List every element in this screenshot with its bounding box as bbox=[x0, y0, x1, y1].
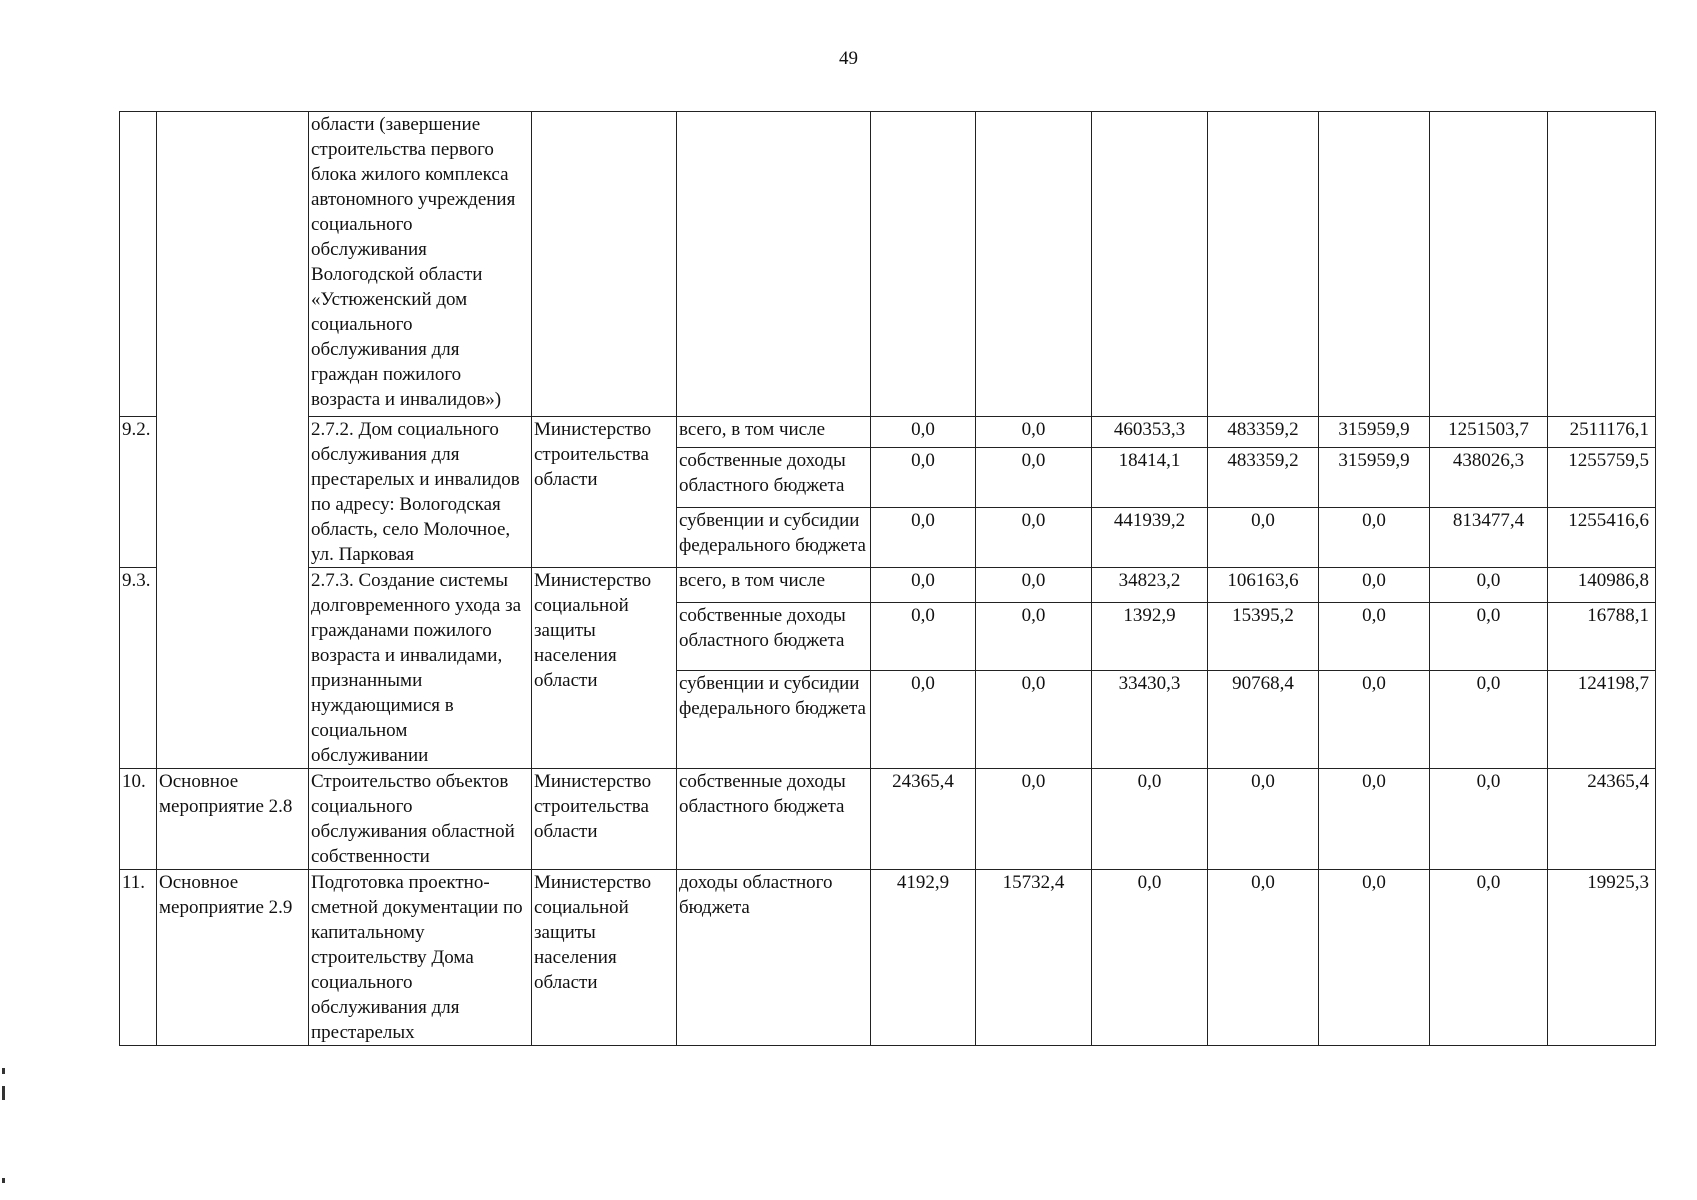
value-cell: 0,0 bbox=[976, 769, 1092, 870]
total-cell: 2511176,1 bbox=[1548, 417, 1656, 448]
budget-table bbox=[119, 111, 1656, 1046]
value-cell: 90768,4 bbox=[1208, 671, 1319, 769]
executor-cell: Министерство строительства области bbox=[532, 769, 677, 870]
activity-name-cell: Строительство объектов социального обслуживания областной собственности bbox=[309, 769, 532, 870]
scan-mark bbox=[2, 1068, 5, 1074]
activity-name-cell: 2.7.3. Создание системы долговременного ухода за гражданами пожилого возраста и инвалидами, признанными нуждающимися в социальном обслуживании bbox=[309, 568, 532, 769]
total-cell: 16788,1 bbox=[1548, 602, 1656, 670]
total-cell: 24365,4 bbox=[1548, 769, 1656, 870]
total-cell: 124198,7 bbox=[1548, 671, 1656, 769]
scan-mark bbox=[2, 1086, 5, 1100]
total-cell: 140986,8 bbox=[1548, 568, 1656, 603]
value-cell bbox=[1319, 112, 1430, 417]
funding-source-cell: доходы областного бюджета bbox=[677, 870, 871, 1046]
value-cell: 0,0 bbox=[1319, 568, 1430, 603]
value-cell: 18414,1 bbox=[1092, 447, 1208, 507]
category-cell: Основное мероприятие 2.8 bbox=[157, 769, 309, 870]
funding-source-cell bbox=[677, 112, 871, 417]
value-cell: 33430,3 bbox=[1092, 671, 1208, 769]
table-row bbox=[120, 112, 1656, 417]
row-number-cell: 9.3. bbox=[120, 568, 157, 769]
value-cell: 106163,6 bbox=[1208, 568, 1319, 603]
value-cell bbox=[976, 112, 1092, 417]
funding-source-cell: всего, в том числе bbox=[677, 568, 871, 603]
table-row bbox=[120, 417, 1656, 448]
activity-name-cell: области (завершение строительства первого блока жилого комплекса автономного учреждения социального обслуживания Вологодской области «Устюженский дом социального обслуживания для граждан пожилого возраста и инвалидов») bbox=[309, 112, 532, 417]
executor-cell bbox=[532, 112, 677, 417]
value-cell: 34823,2 bbox=[1092, 568, 1208, 603]
value-cell: 0,0 bbox=[871, 568, 976, 603]
table-row bbox=[120, 769, 1656, 870]
table-row bbox=[120, 870, 1656, 1046]
value-cell: 24365,4 bbox=[871, 769, 976, 870]
executor-cell: Министерство социальной защиты населения области bbox=[532, 568, 677, 769]
value-cell: 0,0 bbox=[1208, 507, 1319, 567]
row-number-cell: 11. bbox=[120, 870, 157, 1046]
value-cell: 0,0 bbox=[1319, 671, 1430, 769]
category-cell: Основное мероприятие 2.9 bbox=[157, 870, 309, 1046]
value-cell: 1251503,7 bbox=[1430, 417, 1548, 448]
funding-source-cell: собственные доходы областного бюджета bbox=[677, 602, 871, 670]
value-cell: 0,0 bbox=[871, 507, 976, 567]
value-cell: 0,0 bbox=[1430, 769, 1548, 870]
value-cell: 15395,2 bbox=[1208, 602, 1319, 670]
value-cell: 4192,9 bbox=[871, 870, 976, 1046]
value-cell: 483359,2 bbox=[1208, 417, 1319, 448]
value-cell bbox=[871, 112, 976, 417]
value-cell: 0,0 bbox=[1092, 870, 1208, 1046]
total-cell bbox=[1548, 112, 1656, 417]
funding-source-cell: субвенции и субсидии федерального бюджета bbox=[677, 507, 871, 567]
value-cell: 15732,4 bbox=[976, 870, 1092, 1046]
value-cell: 315959,9 bbox=[1319, 447, 1430, 507]
scan-mark bbox=[2, 1178, 5, 1183]
total-cell: 19925,3 bbox=[1548, 870, 1656, 1046]
funding-source-cell: субвенции и субсидии федерального бюджета bbox=[677, 671, 871, 769]
value-cell bbox=[1208, 112, 1319, 417]
value-cell: 0,0 bbox=[871, 447, 976, 507]
total-cell: 1255416,6 bbox=[1548, 507, 1656, 567]
value-cell: 0,0 bbox=[1208, 769, 1319, 870]
value-cell: 0,0 bbox=[1319, 507, 1430, 567]
value-cell: 0,0 bbox=[976, 507, 1092, 567]
value-cell: 0,0 bbox=[1430, 602, 1548, 670]
value-cell: 441939,2 bbox=[1092, 507, 1208, 567]
value-cell: 0,0 bbox=[871, 417, 976, 448]
value-cell: 0,0 bbox=[1208, 870, 1319, 1046]
funding-source-cell: собственные доходы областного бюджета bbox=[677, 447, 871, 507]
value-cell: 0,0 bbox=[1319, 602, 1430, 670]
value-cell: 315959,9 bbox=[1319, 417, 1430, 448]
value-cell: 0,0 bbox=[1430, 568, 1548, 603]
value-cell: 813477,4 bbox=[1430, 507, 1548, 567]
value-cell: 0,0 bbox=[871, 671, 976, 769]
value-cell: 1392,9 bbox=[1092, 602, 1208, 670]
value-cell: 0,0 bbox=[976, 417, 1092, 448]
value-cell: 0,0 bbox=[1430, 870, 1548, 1046]
value-cell: 0,0 bbox=[1430, 671, 1548, 769]
funding-source-cell: собственные доходы областного бюджета bbox=[677, 769, 871, 870]
value-cell: 0,0 bbox=[976, 447, 1092, 507]
total-cell: 1255759,5 bbox=[1548, 447, 1656, 507]
category-cell bbox=[157, 112, 309, 769]
value-cell: 483359,2 bbox=[1208, 447, 1319, 507]
value-cell bbox=[1092, 112, 1208, 417]
table-row bbox=[120, 568, 1656, 603]
value-cell: 0,0 bbox=[871, 602, 976, 670]
executor-cell: Министерство строительства области bbox=[532, 417, 677, 568]
funding-source-cell: всего, в том числе bbox=[677, 417, 871, 448]
value-cell: 0,0 bbox=[976, 568, 1092, 603]
value-cell: 0,0 bbox=[1319, 769, 1430, 870]
page-number: 49 bbox=[839, 48, 858, 69]
activity-name-cell: Подготовка проектно-сметной документации по капитальному строительству Дома социального обслуживания для престарелых bbox=[309, 870, 532, 1046]
value-cell: 460353,3 bbox=[1092, 417, 1208, 448]
value-cell: 0,0 bbox=[976, 602, 1092, 670]
row-number-cell: 9.2. bbox=[120, 417, 157, 568]
value-cell: 0,0 bbox=[976, 671, 1092, 769]
value-cell bbox=[1430, 112, 1548, 417]
executor-cell: Министерство социальной защиты населения области bbox=[532, 870, 677, 1046]
value-cell: 438026,3 bbox=[1430, 447, 1548, 507]
activity-name-cell: 2.7.2. Дом социального обслуживания для престарелых и инвалидов по адресу: Вологодская область, село Молочное, ул. Парковая bbox=[309, 417, 532, 568]
row-number-cell: 10. bbox=[120, 769, 157, 870]
value-cell: 0,0 bbox=[1319, 870, 1430, 1046]
value-cell: 0,0 bbox=[1092, 769, 1208, 870]
row-number-cell bbox=[120, 112, 157, 417]
